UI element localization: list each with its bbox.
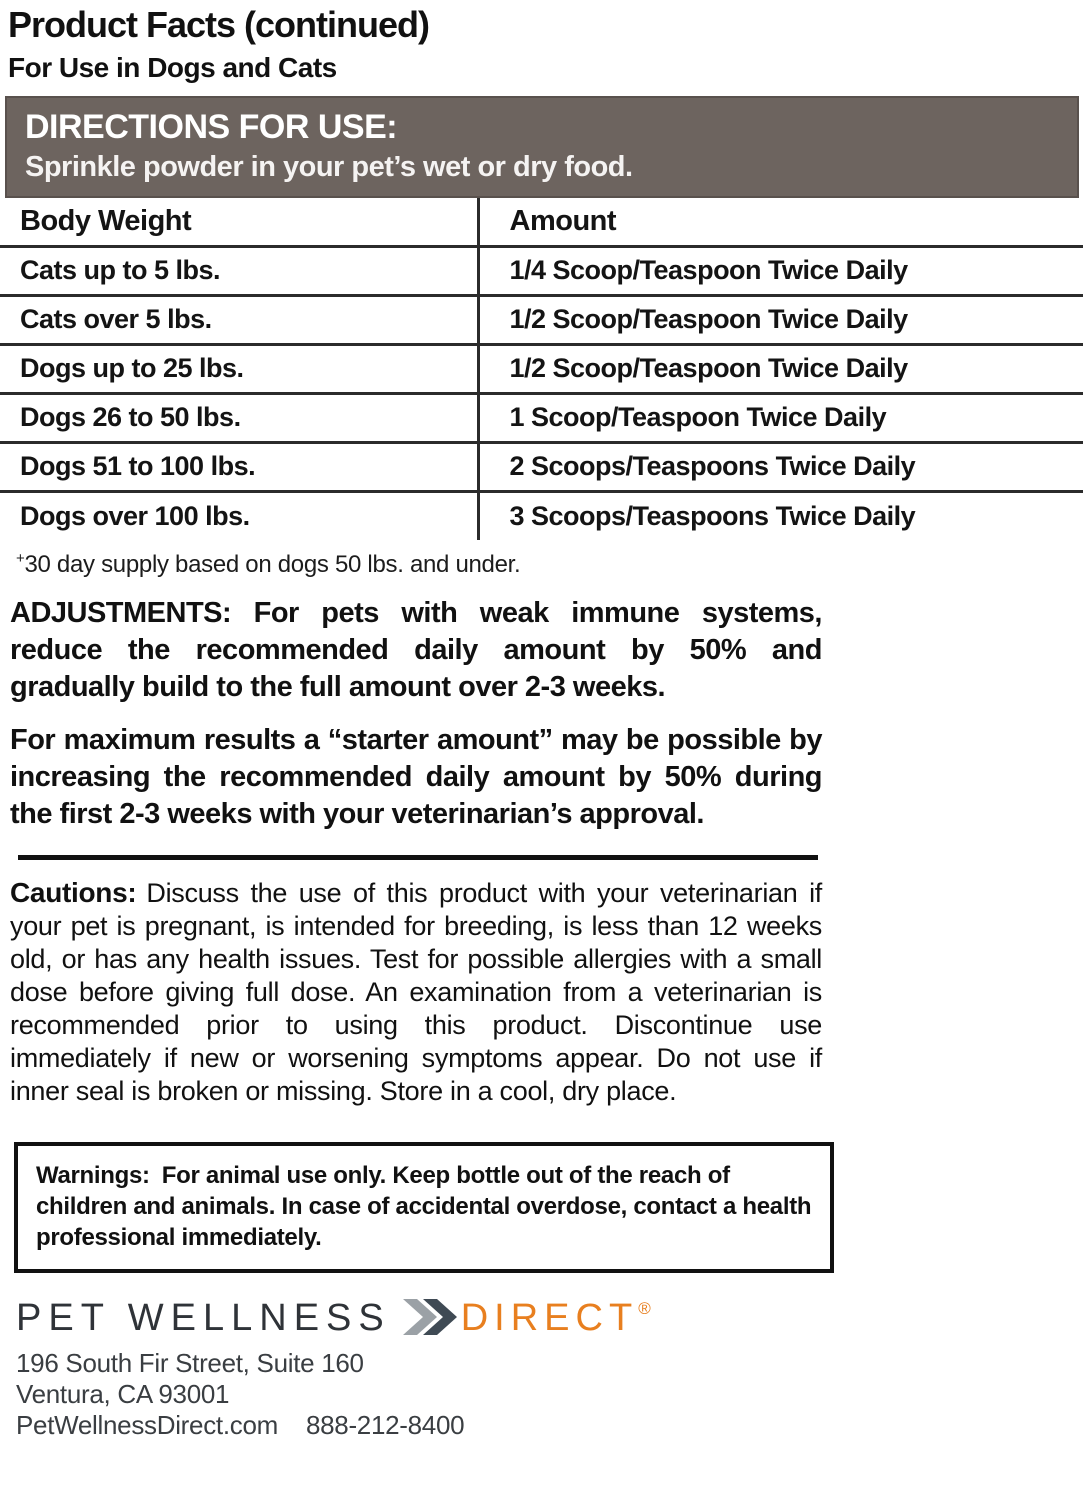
address-line-1: 196 South Fir Street, Suite 160 (16, 1348, 364, 1378)
directions-heading: DIRECTIONS FOR USE: (25, 108, 398, 146)
page-subtitle: For Use in Dogs and Cats (8, 52, 337, 83)
section-divider (18, 855, 818, 860)
dosage-table (0, 198, 1083, 540)
cautions-paragraph (10, 876, 822, 1108)
brand-logo (16, 1297, 1083, 1340)
address-block (16, 1348, 1083, 1441)
website-text: PetWellnessDirect.com (16, 1410, 278, 1440)
body-weight-cell: Dogs 26 to 50 lbs. (0, 393, 478, 442)
table-row (0, 295, 1083, 344)
page-title: Product Facts (continued) (8, 4, 430, 45)
adjustments-paragraph (10, 595, 822, 706)
directions-banner (5, 96, 1079, 198)
column-header-body-weight: Body Weight (0, 198, 478, 246)
footnote-text: 30 day supply based on dogs 50 lbs. and under. (24, 551, 521, 578)
amount-cell: 1/2 Scoop/Teaspoon Twice Daily (478, 344, 1083, 393)
directions-subheading: Sprinkle powder in your pet’s wet or dry food. (25, 151, 633, 183)
amount-cell: 1/2 Scoop/Teaspoon Twice Daily (478, 295, 1083, 344)
body-weight-cell: Cats up to 5 lbs. (0, 246, 478, 295)
body-weight-cell: Dogs up to 25 lbs. (0, 344, 478, 393)
body-weight-cell: Dogs over 100 lbs. (20, 500, 250, 531)
cautions-body: Discuss the use of this product with your veterinarian if your pet is pregnant, is intended for breeding, is less than 12 weeks old, or has any health issues. Test for possible allergies with a small dose before giving full dose. An examination from a veterinarian is recommended prior to using this product. Discontinue use immediately if new or worsening symptoms appear. Do not use if inner seal is broken or missing. Store in a cool, dry place. (10, 878, 822, 1106)
contact-line (16, 1410, 1083, 1441)
warnings-body: For animal use only. Keep bottle out of the reach of children and animals. In case of accidental overdose, contact a health professional immediately. (36, 1162, 812, 1251)
table-row (0, 491, 1083, 540)
body-weight-cell: Dogs 51 to 100 lbs. (0, 442, 478, 491)
table-footnote (16, 550, 1083, 579)
amount-cell: 1 Scoop/Teaspoon Twice Daily (478, 393, 1083, 442)
table-row (0, 246, 1083, 295)
brand-name-direct: DIRECT (460, 1297, 639, 1339)
warnings-heading: Warnings: (36, 1162, 150, 1189)
warnings-box (14, 1142, 834, 1273)
amount-cell: 3 Scoops/Teaspoons Twice Daily (478, 491, 1083, 540)
table-row (0, 344, 1083, 393)
amount-cell: 2 Scoops/Teaspoons Twice Daily (478, 442, 1083, 491)
brand-footer (16, 1297, 1083, 1441)
footnote-marker: + (16, 550, 25, 567)
phone-number: 888-212-8400 (305, 1410, 465, 1440)
column-header-amount: Amount (478, 198, 1083, 246)
brand-name-pet-wellness: PET WELLNESS (16, 1297, 391, 1339)
table-row (0, 393, 1083, 442)
double-chevron-icon (401, 1299, 459, 1340)
cautions-heading: Cautions: (10, 877, 137, 908)
address-line-2: Ventura, CA 93001 (16, 1379, 230, 1409)
table-row (0, 442, 1083, 491)
adjustments-body: For pets with weak immune systems, reduce the recommended daily amount by 50% and gradually build to the full amount over 2-3 weeks. (10, 597, 822, 703)
body-weight-cell: Cats over 5 lbs. (0, 295, 478, 344)
table-header-row (0, 198, 1083, 246)
adjustments-heading: ADJUSTMENTS: (10, 597, 232, 629)
amount-cell: 1/4 Scoop/Teaspoon Twice Daily (478, 246, 1083, 295)
starter-amount-paragraph: For maximum results a “starter amount” may be possible by increasing the recommended daily amount by 50% during the first 2-3 weeks with your veterinarian’s approval. (10, 724, 822, 830)
registered-trademark-icon: ® (638, 1299, 651, 1318)
